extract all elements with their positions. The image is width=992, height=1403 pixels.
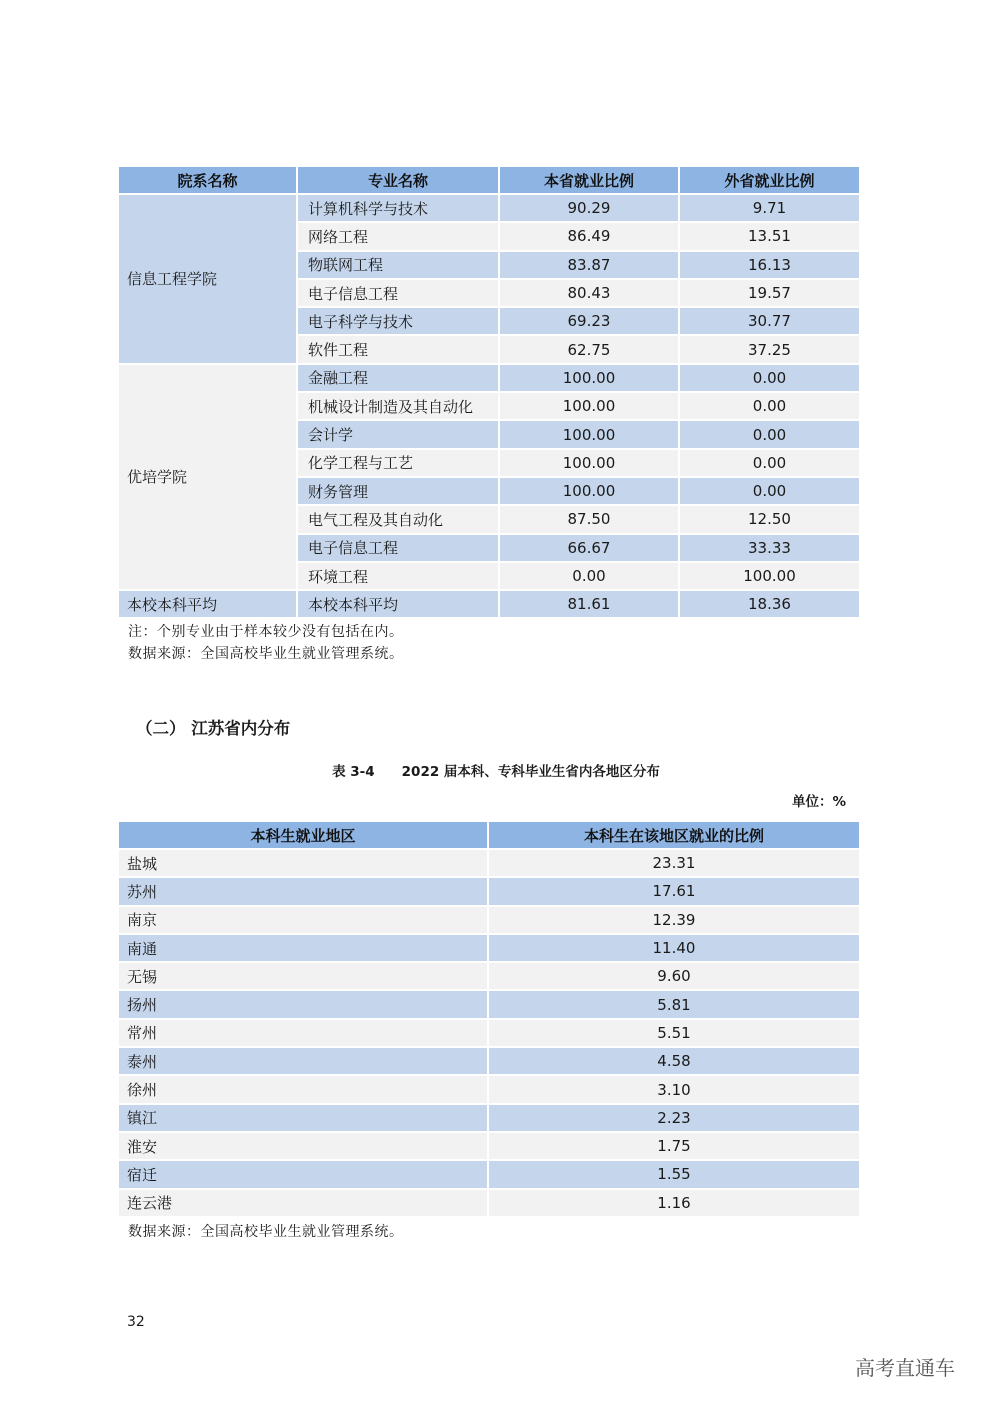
major-cell: 物联网工程 <box>297 251 499 279</box>
region-cell: 南京 <box>119 906 488 934</box>
major-cell: 金融工程 <box>297 364 499 392</box>
header-in-province: 本省就业比例 <box>499 167 679 194</box>
watermark-text: 高考直通车 <box>855 1356 955 1380</box>
section-heading: （二） 江苏省内分布 <box>136 719 291 738</box>
table-row <box>119 1132 859 1160</box>
table-row <box>119 962 859 990</box>
avg-dept-cell: 本校本科平均 <box>119 590 297 617</box>
out-province-cell: 37.25 <box>679 335 859 363</box>
header-region: 本科生就业地区 <box>119 822 488 849</box>
ratio-cell: 1.75 <box>488 1132 859 1160</box>
in-province-cell: 62.75 <box>499 335 679 363</box>
table-caption: 表 3-4 2022 届本科、专科毕业生省内各地区分布 <box>332 764 660 780</box>
header-ratio: 本科生在该地区就业的比例 <box>488 822 859 849</box>
region-cell: 苏州 <box>119 877 488 905</box>
out-province-cell: 33.33 <box>679 534 859 562</box>
in-province-cell: 87.50 <box>499 505 679 533</box>
region-cell: 盐城 <box>119 849 488 877</box>
major-cell: 软件工程 <box>297 335 499 363</box>
out-province-cell: 12.50 <box>679 505 859 533</box>
major-cell: 电子信息工程 <box>297 279 499 307</box>
table-row <box>119 877 859 905</box>
region-cell: 无锡 <box>119 962 488 990</box>
ratio-cell: 3.10 <box>488 1075 859 1103</box>
ratio-cell: 11.40 <box>488 934 859 962</box>
ratio-cell: 23.31 <box>488 849 859 877</box>
out-province-cell: 0.00 <box>679 420 859 448</box>
table-row <box>119 194 859 222</box>
in-province-cell: 90.29 <box>499 194 679 222</box>
out-province-cell: 30.77 <box>679 307 859 335</box>
ratio-cell: 17.61 <box>488 877 859 905</box>
major-cell: 环境工程 <box>297 562 499 590</box>
region-cell: 镇江 <box>119 1104 488 1132</box>
header-out-province: 外省就业比例 <box>679 167 859 194</box>
table-row <box>119 990 859 1018</box>
major-cell: 计算机科学与技术 <box>297 194 499 222</box>
page-number: 32 <box>127 1314 145 1330</box>
out-province-cell: 0.00 <box>679 392 859 420</box>
region-cell: 南通 <box>119 934 488 962</box>
out-province-cell: 0.00 <box>679 449 859 477</box>
out-province-cell: 19.57 <box>679 279 859 307</box>
major-employment-table <box>119 167 859 617</box>
table-row <box>119 364 859 392</box>
table-row <box>119 1160 859 1188</box>
table-row <box>119 1047 859 1075</box>
table-row <box>119 906 859 934</box>
in-province-cell: 100.00 <box>499 477 679 505</box>
dept-cell: 优培学院 <box>119 364 297 590</box>
region-cell: 扬州 <box>119 990 488 1018</box>
table-header-row <box>119 167 859 194</box>
region-cell: 淮安 <box>119 1132 488 1160</box>
region-cell: 宿迁 <box>119 1160 488 1188</box>
in-province-cell: 100.00 <box>499 364 679 392</box>
ratio-cell: 12.39 <box>488 906 859 934</box>
in-province-cell: 66.67 <box>499 534 679 562</box>
avg-major-cell: 本校本科平均 <box>297 590 499 617</box>
out-province-cell: 13.51 <box>679 222 859 250</box>
table-note: 注：个别专业由于样本较少没有包括在内。 <box>128 624 404 640</box>
data-source-note: 数据来源：全国高校毕业生就业管理系统。 <box>128 646 404 662</box>
ratio-cell: 2.23 <box>488 1104 859 1132</box>
major-cell: 机械设计制造及其自动化 <box>297 392 499 420</box>
major-cell: 电气工程及其自动化 <box>297 505 499 533</box>
header-dept: 院系名称 <box>119 167 297 194</box>
table-row <box>119 1019 859 1047</box>
ratio-cell: 4.58 <box>488 1047 859 1075</box>
major-cell: 会计学 <box>297 420 499 448</box>
ratio-cell: 9.60 <box>488 962 859 990</box>
in-province-cell: 100.00 <box>499 392 679 420</box>
table-row <box>119 934 859 962</box>
table-header-row <box>119 822 859 849</box>
table-row <box>119 1104 859 1132</box>
ratio-cell: 5.51 <box>488 1019 859 1047</box>
in-province-cell: 80.43 <box>499 279 679 307</box>
avg-out-province-cell: 18.36 <box>679 590 859 617</box>
table-row <box>119 849 859 877</box>
in-province-cell: 0.00 <box>499 562 679 590</box>
region-cell: 连云港 <box>119 1189 488 1216</box>
table-row <box>119 1075 859 1103</box>
out-province-cell: 0.00 <box>679 477 859 505</box>
data-source-note: 数据来源：全国高校毕业生就业管理系统。 <box>128 1224 404 1240</box>
major-cell: 财务管理 <box>297 477 499 505</box>
ratio-cell: 5.81 <box>488 990 859 1018</box>
region-table-body <box>119 849 859 1216</box>
ratio-cell: 1.16 <box>488 1189 859 1216</box>
out-province-cell: 16.13 <box>679 251 859 279</box>
major-cell: 网络工程 <box>297 222 499 250</box>
out-province-cell: 9.71 <box>679 194 859 222</box>
header-major: 专业名称 <box>297 167 499 194</box>
region-cell: 常州 <box>119 1019 488 1047</box>
region-cell: 徐州 <box>119 1075 488 1103</box>
in-province-cell: 100.00 <box>499 449 679 477</box>
major-cell: 电子信息工程 <box>297 534 499 562</box>
out-province-cell: 0.00 <box>679 364 859 392</box>
dept-cell: 信息工程学院 <box>119 194 297 364</box>
major-cell: 化学工程与工艺 <box>297 449 499 477</box>
region-cell: 泰州 <box>119 1047 488 1075</box>
out-province-cell: 100.00 <box>679 562 859 590</box>
region-distribution-table <box>119 822 859 1216</box>
in-province-cell: 83.87 <box>499 251 679 279</box>
average-row <box>119 590 859 617</box>
table-row <box>119 1189 859 1216</box>
ratio-cell: 1.55 <box>488 1160 859 1188</box>
unit-label: 单位：% <box>792 794 847 810</box>
in-province-cell: 86.49 <box>499 222 679 250</box>
major-cell: 电子科学与技术 <box>297 307 499 335</box>
in-province-cell: 100.00 <box>499 420 679 448</box>
avg-in-province-cell: 81.61 <box>499 590 679 617</box>
in-province-cell: 69.23 <box>499 307 679 335</box>
